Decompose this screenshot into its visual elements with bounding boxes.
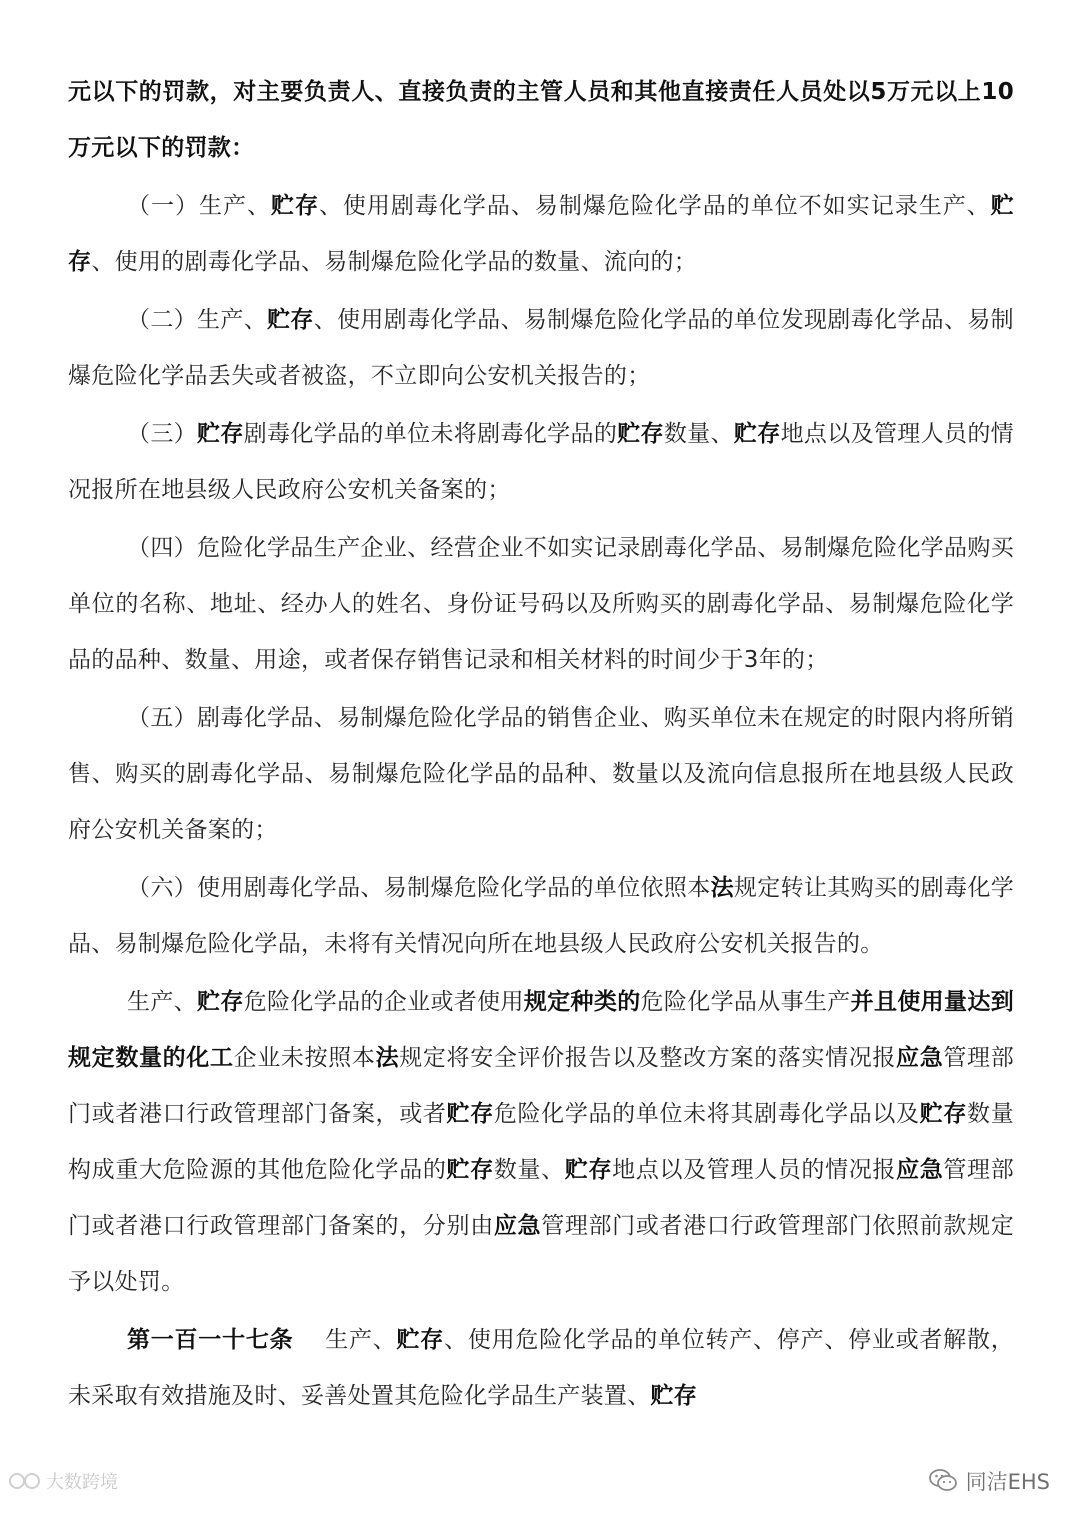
bold-text-run: 贮存 (650, 1383, 698, 1409)
bold-text-run: 并且使用量达到规定数量的化工 (68, 989, 1014, 1071)
text-run: 危险化学品的单位未将其剧毒化学品以及 (493, 1101, 920, 1127)
brand-mark-icon (8, 1471, 42, 1491)
document-paragraph (68, 974, 1014, 1310)
bold-text-run: 贮存 (446, 1101, 494, 1127)
footer-watermarks (0, 1466, 1080, 1506)
watermark-right-text: 同洁EHS (965, 1470, 1050, 1494)
watermark-left-text: 大数跨境 (46, 1472, 118, 1493)
bold-text-run: 法 (710, 875, 734, 901)
text-run: 管理部门或者港口行政管理部门备案的，分别由 (68, 1157, 1015, 1239)
document-paragraph (68, 690, 1014, 858)
article-heading-paragraph (68, 1312, 1014, 1424)
text-run: 、使用的剧毒化学品、易制爆危险化学品的数量、流向的； (91, 249, 698, 275)
bold-text-run: 贮存 (919, 1101, 968, 1127)
document-paragraph (68, 520, 1014, 688)
text-run: 规定转让其购买的剧毒化学品、易制爆危险化学品，未将有关情况向所在地县级人民政府公安机关报告的。 (68, 875, 1014, 957)
bold-text-run: 应急 (896, 1157, 944, 1183)
document-paragraph (68, 406, 1014, 518)
bold-text-run: 贮存 (270, 193, 319, 219)
text-run: 规定将安全评价报告以及整改方案的落实情况报 (399, 1045, 897, 1071)
text-run: （五）剧毒化学品、易制爆危险化学品的销售企业、购买单位未在规定的时限内将所销售、购买的剧毒化学品、易制爆危险化学品的品种、数量以及流向信息报所在地县级人民政府公安机关备案的； (68, 705, 1014, 843)
bold-text-run: 贮存 (564, 1157, 613, 1183)
document-paragraph (68, 860, 1014, 972)
text-run: 数量构成重大危险源的其他危险化学品的 (68, 1101, 1014, 1183)
wechat-icon (928, 1468, 958, 1494)
text-run: 地点以及管理人员的情况报 (612, 1157, 897, 1183)
text-run: 、使用剧毒化学品、易制爆危险化学品的单位发现剧毒化学品、易制爆危险化学品丢失或者被盗，不立即向公安机关报告的； (68, 307, 1014, 389)
text-run: 危险化学品的企业或者使用 (243, 989, 524, 1015)
document-paragraph (68, 178, 1014, 290)
text-run: 生产、 (293, 1327, 397, 1353)
document-paragraph (68, 64, 1014, 176)
text-run: 、使用危险化学品的单位转产、停产、停业或者解散，未采取有效措施及时、妥善处置其危险化学品生产装置、 (68, 1327, 1015, 1409)
bold-text-run: 规定种类的 (523, 989, 641, 1015)
bold-text-run: 贮存 (396, 1327, 445, 1353)
text-run: 、使用剧毒化学品、易制爆危险化学品的单位不如实记录生产、 (318, 193, 991, 219)
bold-text-run: 应急 (493, 1213, 542, 1239)
watermark-left (8, 1468, 118, 1494)
bold-text-run: 贮存 (733, 421, 781, 447)
bold-text-run: 贮存 (68, 193, 1014, 275)
bold-text-run: 应急 (896, 1045, 944, 1071)
bold-text-run: 贮存 (267, 307, 314, 333)
text-run: 剧毒化学品的单位未将剧毒化学品的 (243, 421, 618, 447)
text-run: （六）使用剧毒化学品、易制爆危险化学品的单位依照本 (127, 875, 711, 901)
text-run: 管理部门或者港口行政管理部门依照前款规定予以处罚。 (68, 1213, 1015, 1295)
watermark-right (928, 1466, 1050, 1496)
bold-text-run: 贮存 (197, 989, 244, 1015)
text-run: 数量、 (493, 1157, 565, 1183)
bold-text-run: 贮存 (617, 421, 664, 447)
text-run: 地点以及管理人员的情况报所在地县级人民政府公安机关备案的； (68, 421, 1014, 503)
text-run: （三） (127, 421, 198, 447)
bold-text-run: 元以下的罚款，对主要负责人、直接负责的主管人员和其他直接责任人员处以5万元以上10万元以下的罚款： (68, 79, 1014, 161)
text-run: 生产、 (127, 989, 198, 1015)
bold-text-run: 贮存 (446, 1157, 494, 1183)
bold-text-run: 贮存 (197, 421, 244, 447)
document-body (68, 64, 1014, 1426)
text-run: 企业未按照本 (233, 1045, 376, 1071)
text-run: （四）危险化学品生产企业、经营企业不如实记录剧毒化学品、易制爆危险化学品购买单位的名称、地址、经办人的姓名、身份证号码以及所购买的剧毒化学品、易制爆危险化学品的品种、数量、用途，或者保存销售记录和相关材料的时间少于3年的； (68, 535, 1014, 673)
text-run: 危险化学品从事生产 (640, 989, 851, 1015)
text-run: （二）生产、 (127, 307, 268, 333)
bold-text-run: 第一百一十七条 (127, 1327, 294, 1353)
text-run: 管理部门或者港口行政管理部门备案，或者 (68, 1045, 1014, 1127)
bold-text-run: 法 (375, 1045, 400, 1071)
text-run: 数量、 (663, 421, 734, 447)
document-paragraph (68, 292, 1014, 404)
text-run: （一）生产、 (127, 193, 271, 219)
